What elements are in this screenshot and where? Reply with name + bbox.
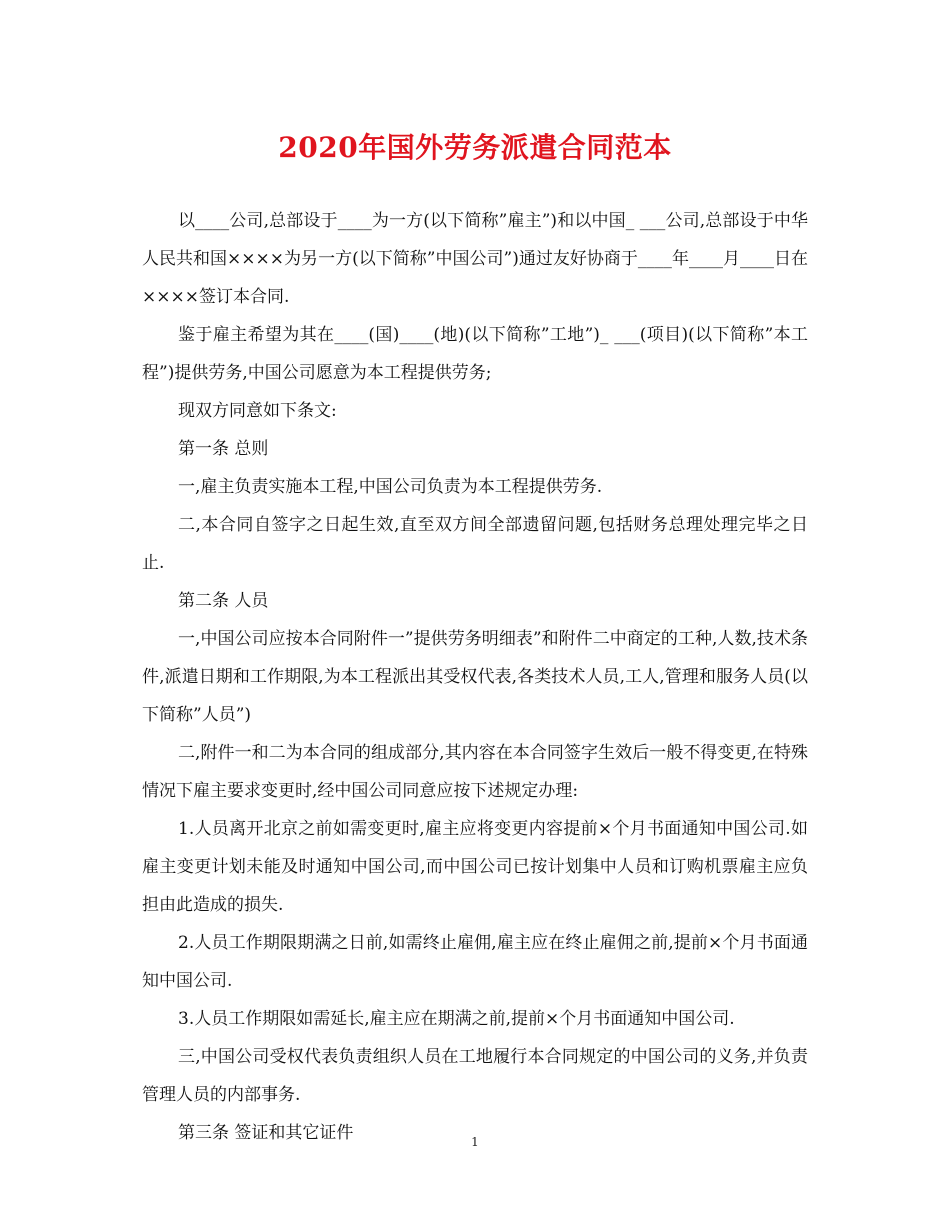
article-2-heading: 第二条 人员 bbox=[178, 591, 269, 611]
document-body bbox=[142, 202, 808, 1152]
article-2-item-3: 3.人员工作期限如需延长,雇主应在期满之前,提前×个月书面通知中国公司. bbox=[178, 1009, 735, 1029]
article-2-item-1: 1.人员离开北京之前如需变更时,雇主应将变更内容提前×个月书面通知中国公司.如雇主变更计划未能及时通知中国公司,而中国公司已按计划集中人员和订购机票雇主应负担由此造成的损失. bbox=[142, 819, 808, 915]
paragraph-agreement: 现双方同意如下条文: bbox=[178, 401, 337, 421]
paragraph-whereas: 鉴于雇主希望为其在____(国)____(地)(以下简称”工地”)_ ___(项目)(以下简称”本工程”)提供劳务,中国公司愿意为本工程提供劳务; bbox=[142, 325, 808, 383]
article-1-clause-2: 二,本合同自签字之日起生效,直至双方间全部遗留问题,包括财务总理处理完毕之日止. bbox=[142, 515, 808, 573]
article-3-heading: 第三条 签证和其它证件 bbox=[178, 1123, 354, 1143]
article-2-clause-1: 一,中国公司应按本合同附件一”提供劳务明细表”和附件二中商定的工种,人数,技术条件,派遣日期和工作期限,为本工程派出其受权代表,各类技术人员,工人,管理和服务人员(以下简称”人员”) bbox=[142, 629, 808, 725]
article-2-item-2: 2.人员工作期限期满之日前,如需终止雇佣,雇主应在终止雇佣之前,提前×个月书面通知中国公司. bbox=[142, 933, 808, 991]
page-number: 1 bbox=[471, 1135, 479, 1149]
article-1-clause-1: 一,雇主负责实施本工程,中国公司负责为本工程提供劳务. bbox=[178, 477, 603, 497]
article-1-heading: 第一条 总则 bbox=[178, 439, 269, 459]
document-title: 2020年国外劳务派遣合同范本 bbox=[278, 131, 672, 164]
article-2-clause-3: 三,中国公司受权代表负责组织人员在工地履行本合同规定的中国公司的义务,并负责管理人员的内部事务. bbox=[142, 1047, 808, 1105]
article-2-clause-2: 二,附件一和二为本合同的组成部分,其内容在本合同签字生效后一般不得变更,在特殊情况下雇主要求变更时,经中国公司同意应按下述规定办理: bbox=[142, 743, 808, 801]
paragraph-preamble: 以____公司,总部设于____为一方(以下简称”雇主”)和以中国_ ___公司,总部设于中华人民共和国××××为另一方(以下简称”中国公司”)通过友好协商于____年____月____日在××××签订本合同. bbox=[142, 211, 808, 307]
